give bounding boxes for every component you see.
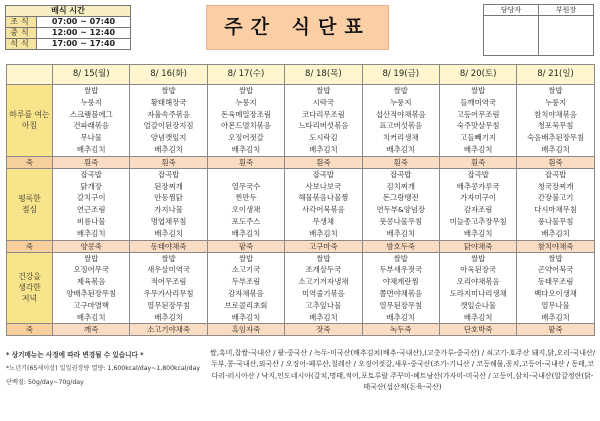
dish-item: 치커리생채 xyxy=(382,133,419,143)
menu-cell xyxy=(362,168,439,240)
porridge-cell: 참치야채죽 xyxy=(517,240,594,252)
porridge-cell: 흰죽 xyxy=(285,156,362,168)
porridge-cell: 흰죽 xyxy=(362,156,439,168)
porridge-cell: 팥죽 xyxy=(207,240,284,252)
menu-cell xyxy=(285,85,362,157)
dish-item: 돈육메밀장조림 xyxy=(220,109,271,119)
dish-item: 새우살미역국 xyxy=(147,265,190,275)
dish-item: 소고기겨자냉채 xyxy=(298,277,349,287)
dish-item: 풋콩나물무침 xyxy=(379,216,423,226)
dish-item: 배추김치 xyxy=(154,144,183,154)
meal-time-label: 중식 xyxy=(6,28,37,39)
approval-staff-label: 담당자 xyxy=(484,5,539,16)
dish-item: 우무가사리무침 xyxy=(143,288,194,298)
dish-item: 배추콩가루국 xyxy=(456,181,500,191)
dish-item: 감자조림 xyxy=(463,205,493,215)
porridge-label: 죽 xyxy=(7,156,53,168)
dish-item: 된장찌개 xyxy=(154,181,183,191)
menu-cell xyxy=(517,168,594,240)
dish-item: 비름나물 xyxy=(76,216,106,226)
porridge-cell: 팥죽 xyxy=(517,324,594,336)
meal-label: 평록한 점심 xyxy=(7,168,53,240)
dish-item: 두부조림 xyxy=(231,277,261,287)
dish-item: 쌀밥 xyxy=(471,86,486,95)
protein-note: 단백질: 50g/day~70g/day xyxy=(6,379,84,386)
dish-item: 배추김치 xyxy=(386,312,416,322)
menu-change-notice: * 상기메뉴는 사정에 따라 변경될 수 있습니다 * xyxy=(6,351,144,359)
dish-item: 브로콜리초회 xyxy=(224,300,268,310)
dish-item: 숙주맛살무침 xyxy=(456,121,500,131)
dish-item: 곤약어묵국 xyxy=(537,265,574,275)
meal-time-label: 조식 xyxy=(6,17,37,28)
footer-notes xyxy=(6,348,226,390)
menu-cell xyxy=(517,252,594,324)
menu-cell xyxy=(53,168,130,240)
approval-director-sign xyxy=(539,16,594,56)
dish-item: 쌀밥 xyxy=(471,253,486,263)
menu-cell xyxy=(439,252,516,324)
meal-label: 건강을 생각한 저녁 xyxy=(7,252,53,324)
dish-item: 배추김치 xyxy=(231,228,261,238)
dish-item: 시락국 xyxy=(312,97,335,107)
menu-cell xyxy=(285,168,362,240)
dish-item: 미역줄기볶음 xyxy=(301,288,345,298)
dish-item: 황태해장국 xyxy=(150,97,187,107)
menu-cell xyxy=(439,85,516,157)
menu-cell xyxy=(362,252,439,324)
dish-item: 배추김치 xyxy=(231,312,261,322)
porridge-cell: 녹두죽 xyxy=(362,324,439,336)
day-header: 8/ 16(화) xyxy=(130,65,207,85)
day-header: 8/ 21(일) xyxy=(517,65,594,85)
menu-cell xyxy=(130,252,207,324)
porridge-cell: 흰죽 xyxy=(439,156,516,168)
dish-item: 도시락김 xyxy=(309,133,338,143)
menu-cell xyxy=(130,168,207,240)
dish-item: 참치야채볶음 xyxy=(534,109,577,119)
dish-item: 포도주스 xyxy=(231,216,261,226)
meal-time-table xyxy=(5,5,131,50)
dish-item: 섭산적야채볶음 xyxy=(375,109,426,119)
dish-item: 갈치구이 xyxy=(76,193,106,203)
dish-item: 배추김치 xyxy=(309,228,338,238)
dish-item: 안동찜닭 xyxy=(154,193,183,203)
dish-item: 닭개장 xyxy=(80,181,102,191)
dish-item: 오이생채 xyxy=(231,205,261,215)
dish-item: 고등어무조림 xyxy=(456,109,500,119)
dish-item: 풍나물무침 xyxy=(537,216,574,226)
dish-item: 잡곡밥 xyxy=(80,169,102,179)
dish-item: 해물볶음나물찜 xyxy=(298,193,349,203)
dish-item: 무나물 xyxy=(80,133,102,143)
meal-time-header: 배식 시간 xyxy=(6,6,131,17)
table-corner xyxy=(7,65,53,85)
dish-item: 누룽지 xyxy=(80,97,102,107)
dish-item: 배추김치 xyxy=(76,312,106,322)
approval-director-label: 부원장 xyxy=(539,5,594,16)
dish-item: 배추김치 xyxy=(309,312,338,322)
dish-item: 백다오이생채 xyxy=(534,288,577,298)
dish-item: 들깨미역국 xyxy=(460,97,496,107)
porridge-cell: 잣죽 xyxy=(285,324,362,336)
porridge-cell: 흰죽 xyxy=(207,156,284,168)
porridge-cell: 단호박죽 xyxy=(439,324,516,336)
dish-item: 양념깻잎지 xyxy=(150,133,187,143)
dish-item: 잡곡밥 xyxy=(390,169,412,179)
dish-item: 무생채 xyxy=(312,216,335,226)
menu-cell xyxy=(207,252,284,324)
dish-item: 잡곡밥 xyxy=(467,169,489,179)
dish-item: 오리야채볶음 xyxy=(456,277,500,287)
porridge-cell: 양콩죽 xyxy=(53,240,130,252)
dish-item: 돈그랑땡전 xyxy=(382,193,419,203)
weekly-menu-table xyxy=(6,64,595,336)
dish-item: 동태무조림 xyxy=(537,277,574,287)
dish-item: 쌀밥 xyxy=(548,253,563,263)
origin-note: 쌀,흑미,찹쌀-국내산 / 팥-중국산 / 녹두-미국산(배추김치(배추-국내산),(고춧가루-중국산) / 쇠고기-호주산 돼지,닭,오리-국내산/두부,콩-국내산,외국산 / 오징어-페루산,칠레산 / 오징어젓갈,새우-중국산(조기-기니산 / 코등해물,꽁치,고등어-국내산 / 동태,코다리-러시아산 / 낙지,인도네시아(갈치,명태,적어,포토루랄 주꾸미-베트남산(가자미-미국산 / 고등어,삼치-국내산(알갈정란(닭-태국산(섭산적(돈육-국산) xyxy=(209,349,596,391)
dish-item: 쌀밥 xyxy=(316,86,331,95)
dish-item: 쌀밥 xyxy=(84,86,99,95)
dish-item: 배추김치 xyxy=(463,312,493,322)
dish-item: 깻잎순나물 xyxy=(460,300,496,310)
dish-item: 간장불고기 xyxy=(537,193,574,203)
dish-item: 쌀밥 xyxy=(548,86,563,95)
dish-item: 배추김치 xyxy=(463,144,493,154)
porridge-cell: 흰죽 xyxy=(130,156,207,168)
dish-item xyxy=(208,169,284,181)
day-header: 8/ 17(수) xyxy=(207,65,284,85)
dish-item: 잡곡밥 xyxy=(157,169,180,179)
porridge-cell: 고구마죽 xyxy=(285,240,362,252)
dish-item: 쌀밥 xyxy=(393,86,408,95)
dish-item: 고구마멸핵 xyxy=(73,300,110,310)
dish-item: 쌀밥 xyxy=(238,253,254,263)
porridge-cell: 소고기야채죽 xyxy=(130,324,207,336)
dish-item: 잡곡밥 xyxy=(544,169,567,179)
dish-item: 누룽지 xyxy=(390,97,412,107)
dish-item: 제육볶음 xyxy=(76,277,106,287)
dish-item: 양배추된장무침 xyxy=(66,288,117,298)
dish-item: 배추김치 xyxy=(76,144,106,154)
dish-item: 청포묵무침 xyxy=(537,121,574,131)
dish-item: 배추김치 xyxy=(76,228,106,238)
meal-time-value: 12:00 ~ 12:40 xyxy=(37,28,131,39)
dish-item: 배추김치 xyxy=(541,312,570,322)
meal-time-value: 07:00 ~ 07:40 xyxy=(37,17,131,28)
dish-item: 잡곡밥 xyxy=(312,169,335,179)
dish-item: 고들빼기지 xyxy=(460,133,496,143)
dish-item: 스크램블에그 xyxy=(69,109,113,119)
dish-item: 자율속주볶음 xyxy=(147,109,190,119)
dish-item: 아몬드멸치볶음 xyxy=(220,121,271,131)
day-header: 8/ 18(목) xyxy=(285,65,362,85)
porridge-label: 죽 xyxy=(7,324,53,336)
dish-item: 열무국수 xyxy=(231,181,261,191)
dish-item: 배추김치 xyxy=(541,144,570,154)
menu-cell xyxy=(207,168,284,240)
dish-item: 코다리무조림 xyxy=(301,109,345,119)
dish-item: 배추김치 xyxy=(386,144,416,154)
menu-cell xyxy=(362,85,439,157)
porridge-cell: 동태야채죽 xyxy=(130,240,207,252)
dish-item: 쌀밥 xyxy=(161,253,176,263)
dish-item: 미늘종고추장무침 xyxy=(449,216,507,226)
approval-box xyxy=(483,4,594,56)
menu-cell xyxy=(439,168,516,240)
dish-item: 명엽채무침 xyxy=(150,216,187,226)
dish-item: 배추김치 xyxy=(231,144,261,154)
porridge-cell: 닭야채죽 xyxy=(439,240,516,252)
dish-item: 표고버섯볶음 xyxy=(379,121,423,131)
dish-item: 야채계란찜 xyxy=(382,277,419,287)
dish-item: 얼갈이된장지짐 xyxy=(143,121,194,131)
nutrition-note: *노년기(65세이상) 일일권장량 열량: 1,600kcal/day~1,800kcal/day xyxy=(6,365,201,372)
dish-item: 열무나물 xyxy=(541,300,570,310)
dish-item: 다시마채무침 xyxy=(534,205,577,215)
dish-item: 도라지미나리생채 xyxy=(449,288,507,298)
dish-item: 찐만두 xyxy=(235,193,257,203)
dish-item: 감자채볶음 xyxy=(228,288,264,298)
porridge-cell: 밤호두죽 xyxy=(362,240,439,252)
dish-item: 쫄면야채볶음 xyxy=(379,288,423,298)
menu-cell xyxy=(207,85,284,157)
dish-item: 느타리버섯볶음 xyxy=(298,121,349,131)
day-header: 8/ 15(월) xyxy=(53,65,130,85)
dish-item: 청국장찌개 xyxy=(537,181,574,191)
dish-item: 두부새우젓국 xyxy=(379,265,423,275)
porridge-cell: 깨죽 xyxy=(53,324,130,336)
dish-item: 고추잎나물 xyxy=(305,300,342,310)
dish-item: 열무된장무침 xyxy=(379,300,423,310)
dish-item: 가지나물 xyxy=(154,205,183,215)
dish-item: 오징어무국 xyxy=(73,265,110,275)
day-header: 8/ 19(금) xyxy=(362,65,439,85)
dish-item: 가자미구이 xyxy=(460,193,496,203)
page-title: 주간 식단표 xyxy=(206,5,389,50)
dish-item: 열무된장무침 xyxy=(147,300,190,310)
porridge-cell: 흑임자죽 xyxy=(207,324,284,336)
approval-staff-sign xyxy=(484,16,539,56)
porridge-label: 죽 xyxy=(7,240,53,252)
dish-item: 적어무조림 xyxy=(150,277,187,287)
porridge-cell: 흰죽 xyxy=(517,156,594,168)
dish-item: 쌀밥 xyxy=(84,253,99,263)
dish-item: 쌀밥 xyxy=(161,86,176,95)
dish-item: 배추김치 xyxy=(463,228,493,238)
dish-item: 연두부&양념장 xyxy=(376,205,426,215)
dish-item: 소고기국 xyxy=(231,265,261,275)
dish-item: 쌀밥 xyxy=(316,253,331,263)
dish-item: 배추김치 xyxy=(309,144,338,154)
dish-item: 쌀밥 xyxy=(393,253,408,263)
menu-cell xyxy=(130,85,207,157)
dish-item: 쌀밥 xyxy=(238,86,254,95)
dish-item: 배추김치 xyxy=(154,228,183,238)
dish-item: 연근조림 xyxy=(76,205,106,215)
dish-item: 아욱된장국 xyxy=(460,265,496,275)
dish-item: 숙음배추된장무침 xyxy=(526,133,585,143)
dish-item: 조개살두국 xyxy=(305,265,342,275)
dish-item: 누룽지 xyxy=(544,97,567,107)
meal-time-value: 17:00 ~ 17:40 xyxy=(37,39,131,50)
porridge-cell: 흰죽 xyxy=(53,156,130,168)
dish-item: 배추김치 xyxy=(386,228,416,238)
dish-item: 김치찌개 xyxy=(386,181,416,191)
menu-cell xyxy=(285,252,362,324)
day-header: 8/ 20(토) xyxy=(439,65,516,85)
meal-label: 하루를 여는 아침 xyxy=(7,85,53,157)
dish-item: 누룽지 xyxy=(235,97,257,107)
dish-item: 배추김치 xyxy=(541,228,570,238)
meal-time-label: 석식 xyxy=(6,39,37,50)
menu-cell xyxy=(53,252,130,324)
dish-item: 배추김치 xyxy=(154,312,183,322)
dish-item: 오징어젓갈 xyxy=(228,133,264,143)
dish-item: 사각어묵볶음 xyxy=(301,205,345,215)
dish-item: 건파래볶음 xyxy=(73,121,110,131)
dish-item: 사보나보국 xyxy=(305,181,342,191)
menu-cell xyxy=(53,85,130,157)
menu-cell xyxy=(517,85,594,157)
